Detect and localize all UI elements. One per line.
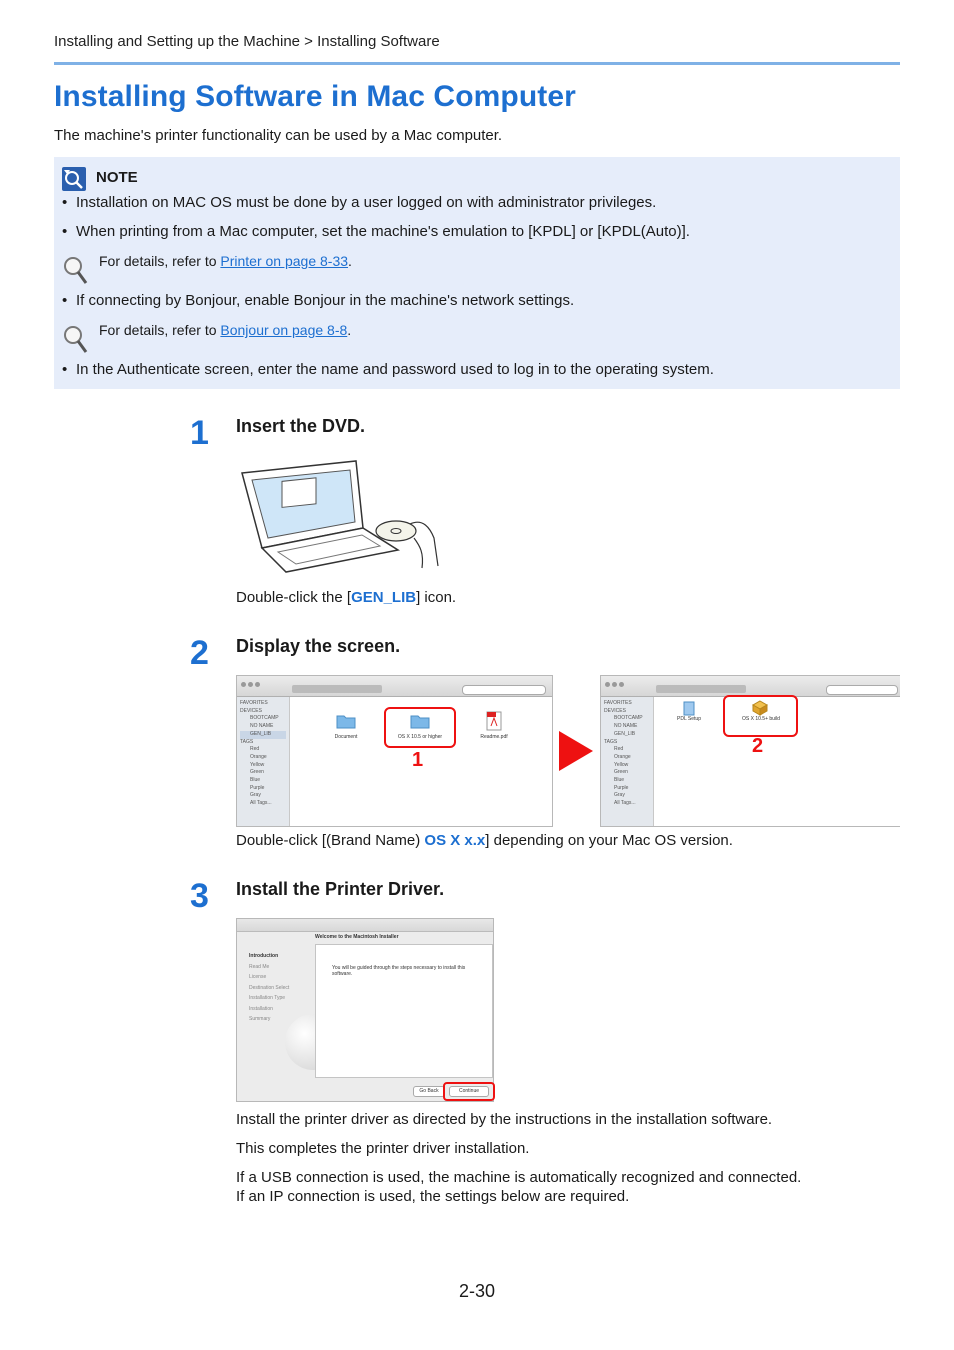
tag-yellow[interactable]: Yellow <box>614 761 629 768</box>
step-number: 3 <box>190 877 209 915</box>
tag-all[interactable]: All Tags... <box>250 800 272 807</box>
note-reference: For details, refer to Printer on page 8-33. <box>99 253 352 269</box>
pdf-icon[interactable] <box>485 711 503 731</box>
installer-step: Introduction <box>249 953 279 959</box>
tag-orange[interactable]: Orange <box>250 753 267 760</box>
step-heading: Display the screen. <box>236 636 401 656</box>
finder-content: PDL Setup OS X 10.5+ build <box>654 697 900 826</box>
intro-text: The machine's printer functionality can be used by a Mac computer. <box>54 127 503 144</box>
finder-screenshot <box>236 675 553 827</box>
printer-link[interactable]: Printer on page 8-33 <box>220 253 349 269</box>
bonjour-link[interactable]: Bonjour on page 8-8 <box>220 322 348 338</box>
tag-green[interactable]: Green <box>250 769 264 776</box>
step-number: 2 <box>190 634 209 672</box>
tag-orange[interactable]: Orange <box>614 753 631 760</box>
finder-toolbar <box>237 676 552 697</box>
installer-step: Read Me <box>249 963 270 970</box>
sidebar-item-no-name[interactable]: NO NAME <box>250 723 274 730</box>
tag-gray[interactable]: Gray <box>250 792 261 799</box>
tag-purple[interactable]: Purple <box>614 784 629 791</box>
tag-red[interactable]: Red <box>250 746 260 753</box>
sidebar-item-gen-lib[interactable]: GEN_LIB <box>614 730 636 737</box>
sidebar-item-no-name[interactable]: NO NAME <box>614 723 638 730</box>
note-reference: For details, refer to Bonjour on page 8-8. <box>99 322 352 338</box>
installer-screenshot: Welcome to the Macintosh Installer Introduction Read Me License Destination Select Installation Type Installation Summary You will be guided through the steps necessary to install this software. Go Back Continue <box>236 918 494 1102</box>
callout-label: 1 <box>412 749 424 771</box>
note-label: NOTE <box>96 169 138 186</box>
page-title: Installing Software in Mac Computer <box>54 80 576 113</box>
note-bullet: • In the Authenticate screen, enter the name and password used to log in to the operating system. <box>62 361 714 378</box>
finder-toolbar <box>601 676 900 697</box>
installer-step: Installation <box>249 1005 273 1012</box>
note-box <box>54 157 900 389</box>
body-paragraph: If an IP connection is used, the settings below are required. <box>236 1188 630 1205</box>
sidebar-item-gen-lib[interactable]: GEN_LIB <box>240 731 286 739</box>
finder-content: Document OS X 10.5 or higher Readme.pdf <box>290 697 552 826</box>
callout-box <box>443 1082 495 1101</box>
installer-content: You will be guided through the steps necessary to install this software. <box>315 944 493 1078</box>
folder-icon[interactable] <box>336 713 356 729</box>
sidebar-item-bootcamp[interactable]: BOOTCAMP <box>614 715 643 722</box>
step-instruction: Double-click [(Brand Name) OS X x.x] depending on your Mac OS version. <box>236 832 733 849</box>
note-bullet: • If connecting by Bonjour, enable Bonjour in the machine's network settings. <box>62 292 575 309</box>
continue-button[interactable]: Continue <box>449 1086 489 1097</box>
body-paragraph: This completes the printer driver installation. <box>236 1140 530 1157</box>
go-back-button[interactable]: Go Back <box>413 1086 445 1097</box>
tag-blue[interactable]: Blue <box>250 777 261 784</box>
laptop-dvd-illustration <box>238 458 443 578</box>
tag-green[interactable]: Green <box>614 769 628 776</box>
magnifier-icon <box>61 324 89 354</box>
finder-sidebar: FAVORITES DEVICES BOOTCAMP NO NAME GEN_LIB TAGS Red Orange Yellow Green Blue Purple Gray All Tags... <box>601 697 654 826</box>
header-rule <box>54 62 900 65</box>
step-instruction: Double-click the [GEN_LIB] icon. <box>236 589 457 606</box>
installer-step: Installation Type <box>249 995 286 1001</box>
note-bullet: • Installation on MAC OS must be done by a user logged on with administrator privileges. <box>62 194 657 211</box>
tag-gray[interactable]: Gray <box>614 792 625 799</box>
page-number: 2-30 <box>458 1281 496 1301</box>
body-paragraph: Install the printer driver as directed by the instructions in the installation software. <box>236 1111 773 1128</box>
step-heading: Insert the DVD. <box>236 416 366 436</box>
tag-yellow[interactable]: Yellow <box>250 761 265 768</box>
tag-red[interactable]: Red <box>614 746 624 753</box>
sidebar-item-bootcamp[interactable]: BOOTCAMP <box>250 715 279 722</box>
note-icon <box>62 167 86 191</box>
tag-purple[interactable]: Purple <box>250 784 265 791</box>
breadcrumb: Installing and Setting up the Machine > Installing Software <box>54 33 440 50</box>
finder-sidebar: FAVORITES DEVICES BOOTCAMP NO NAME GEN_LIB TAGS Red Orange Yellow Green Blue Purple Gray All Tags... <box>237 697 290 826</box>
step-heading: Install the Printer Driver. <box>236 879 445 899</box>
step-number: 1 <box>190 414 209 452</box>
note-bullet: • When printing from a Mac computer, set the machine's emulation to [KPDL] or [KPDL(Auto)]. <box>62 223 690 240</box>
body-paragraph: If a USB connection is used, the machine is automatically recognized and connected. <box>236 1169 802 1186</box>
document-icon[interactable] <box>682 701 696 717</box>
callout-label: 2 <box>752 735 764 757</box>
callout-box <box>384 707 456 748</box>
installer-step: License <box>249 974 267 980</box>
installer-steps <box>249 951 289 1025</box>
next-arrow-icon <box>559 731 595 771</box>
installer-step: Summary <box>249 1016 271 1022</box>
tag-all[interactable]: All Tags... <box>614 800 636 807</box>
magnifier-icon <box>61 255 89 285</box>
installer-step: Destination Select <box>249 984 290 991</box>
installer-titlebar <box>237 919 493 932</box>
tag-blue[interactable]: Blue <box>614 777 625 784</box>
callout-box <box>723 695 798 737</box>
